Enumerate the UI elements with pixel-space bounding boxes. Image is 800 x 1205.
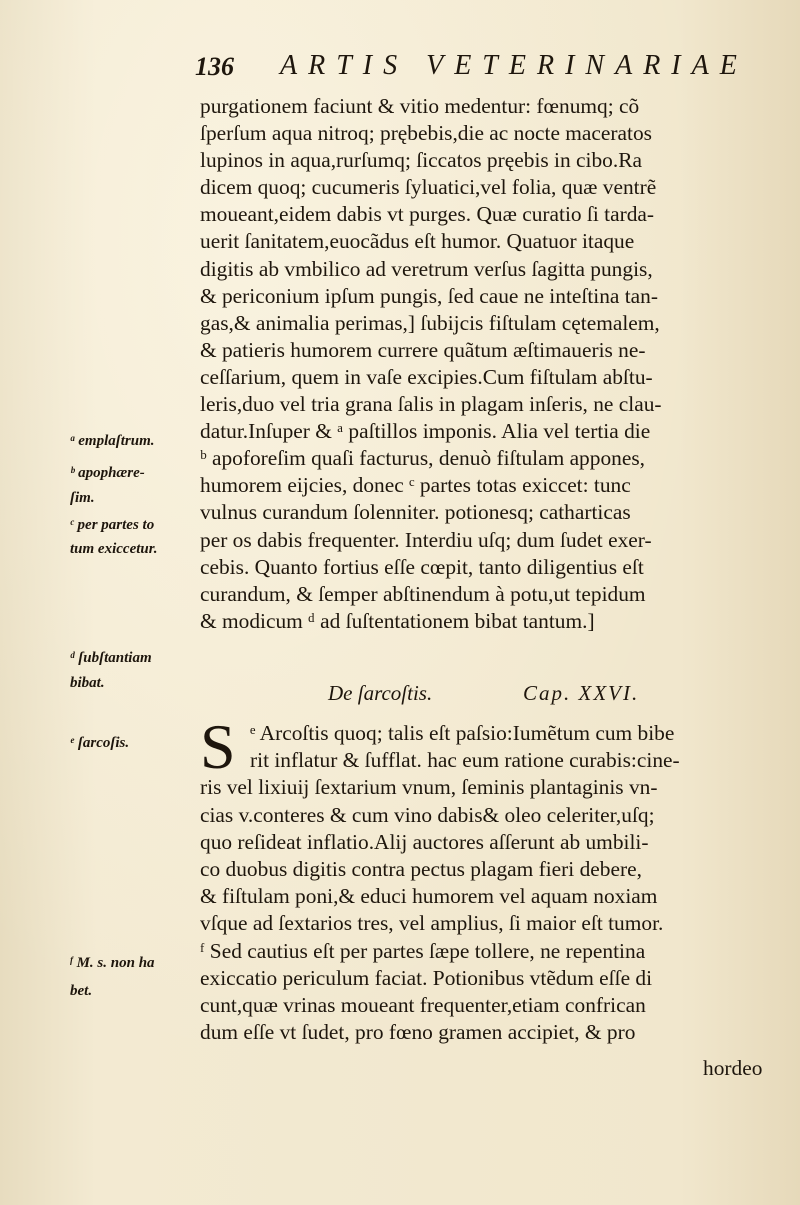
text-line: lupinos in aqua,rurſumq; ſiccatos pręebis in cibo.Ra (200, 148, 642, 173)
running-head (195, 48, 785, 88)
text-line: ᵇ apoforeſim quaſi facturus, denuò fiſtulam appones, (200, 446, 646, 471)
text-line: co duobus digitis contra pectus plagam fieri debere, (200, 857, 642, 882)
margin-note: bibat. (70, 675, 105, 691)
text-line: leris,duo vel tria grana ſalis in plagam inſeris, ne clau- (200, 392, 662, 417)
text-line: quo reſideat inflatio.Alij auctores aſſerunt ab umbili- (200, 829, 649, 854)
text-line: cebis. Quanto fortius eſſe cœpit, tanto diligentius eſt (200, 554, 644, 579)
chapter-text-block (200, 720, 790, 1046)
text-line: uerit ſanitatem,euocãdus eſt humor. Quatuor itaque (200, 229, 635, 254)
text-line: dicem quoq; cucumeris ſyluatici,vel folia, quæ ventrẽ (200, 175, 657, 200)
margin-note: ᶠ M. s. non ha (70, 955, 155, 971)
chapter-number: Cap. XXVI. (523, 681, 640, 705)
text-line: rit inflatur & ſufflat. hac eum ratione curabis:cine- (250, 748, 680, 773)
text-line: cias v.conteres & cum vino dabis& oleo celeriter,uſq; (200, 802, 655, 827)
text-line: exiccatio periculum faciat. Potionibus vtẽdum eſſe di (200, 965, 653, 990)
margin-note: ᵉ ſarcoſis. (70, 735, 130, 751)
text-line: per os dabis frequenter. Interdiu uſq; dum ſudet exer- (200, 527, 652, 552)
text-line: ceſſarium, quem in vaſe excipies.Cum fiſtulam abſtu- (200, 364, 653, 389)
text-line: cunt,quæ vrinas moueant frequenter,etiam confrican (200, 993, 646, 1018)
margin-note: tum exiccetur. (70, 541, 158, 557)
text-line: & periconium ipſum pungis, ſed caue ne inteſtina tan- (200, 283, 658, 308)
page-number: 136 (195, 52, 234, 81)
margin-note: ᵇ apophære- (70, 465, 145, 481)
text-line: ſperſum aqua nitroq; prębebis,die ac nocte maceratos (200, 121, 652, 146)
drop-capital: S (200, 711, 236, 782)
catchword: hordeo (703, 1056, 763, 1080)
text-line: gas,& animalia perimas,] ſubijcis fiſtulam cętemalem, (200, 310, 660, 335)
margin-note: ᶜ per partes to (70, 517, 155, 533)
text-line: humorem eijcies, donec ᶜ partes totas exiccet: tunc (200, 473, 631, 498)
main-text-block (200, 93, 790, 635)
text-line: & patieris humorem currere quãtum æſtimaueris ne- (200, 337, 646, 362)
margin-note: ſim. (70, 490, 95, 506)
text-line: & fiſtulam poni,& educi humorem vel aquam noxiam (200, 884, 658, 909)
text-line: purgationem faciunt & vitio medentur: fœnumq; cõ (200, 94, 640, 118)
text-line: datur.Inſuper & ᵃ paſtillos imponis. Alia vel tertia die (200, 419, 651, 444)
margin-note: bet. (70, 983, 93, 999)
chapter-title: De ſarcoſtis. (328, 681, 433, 705)
text-line: dum eſſe vt ſudet, pro fœno gramen accipiet, & pro (200, 1020, 636, 1045)
text-line: ᵉ Arcoſtis quoq; talis eſt paſsio:Iumẽtum cum bibe (250, 721, 675, 745)
text-line: moueant,eidem dabis vt purges. Quæ curatio ſi tarda- (200, 202, 655, 227)
text-line: vſque ad ſextarios tres, vel amplius, ſi maior eſt tumor. (200, 911, 664, 936)
text-line: digitis ab vmbilico ad veretrum verſus ſagitta pungis, (200, 256, 653, 281)
running-title: ARTIS VETERINARIAE (280, 50, 748, 81)
text-line: ris vel lixiuij ſextarium vnum, ſeminis plantaginis vn- (200, 775, 658, 800)
margin-note: ᵃ emplaſtrum. (70, 433, 155, 449)
text-line: & modicum ᵈ ad ſuſtentationem bibat tantum.] (200, 608, 595, 633)
margin-note: ᵈ ſubſtantiam (70, 650, 152, 666)
text-line: ᶠ Sed cautius eſt per partes ſæpe tollere, ne repentina (200, 938, 646, 963)
text-line: curandum, & ſemper abſtinendum à potu,ut tepidum (200, 581, 646, 606)
text-line: vulnus curandum ſolenniter. potionesq; catharticas (200, 500, 631, 525)
